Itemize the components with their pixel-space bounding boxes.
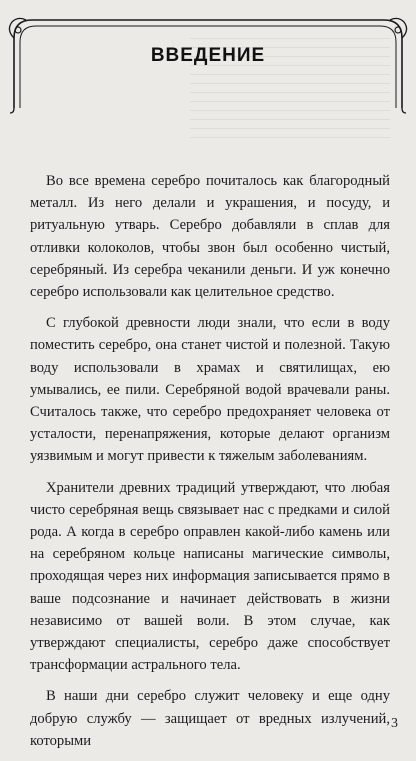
paragraph: Во все времена серебро почиталось как благородный металл. Из него делали и украшения, и посуду, и ритуальную утварь. Серебро добавляли в сплав для отливки колоколов, чтобы звон был особенно чистый, серебряный. Из серебра чеканили деньги. И уж конечно серебро использовали как целительное средство. [30,173,390,301]
paragraph: С глубокой древности люди знали, что если в воду поместить серебро, она станет чистой и полезной. Такую воду использовали в храмах и святилищах, ею умывались, ее пили. Серебряной водой врачевали раны. Считалось также, что серебро предохраняет человека от усталости, перенапряжения, которые делают организм уязвимым и могут привести к тяжелым заболеваниям. [30,315,390,465]
body-text [30,170,390,761]
page-number: 3 [391,716,398,731]
paragraph: Хранители древних традиций утверждают, что любая чисто серебряная вещь связывает нас с предками и силой рода. А когда в серебро оправлен какой-либо камень или на серебряном кольце написаны магические символы, проходящая через них информация записывается прямо в ваше подсознание и начинает действовать в жизни независимо от вашей воли. В этом случае, как утверждают специалисты, серебро даже способствует трансформации астрального тела. [30,479,390,674]
chapter-title: ВВЕДЕНИЕ [150,45,266,66]
paragraph: В наши дни серебро служит человеку и еще одну добрую службу — защищает от вредных излучений, которыми [30,688,390,749]
title-frame [4,12,412,114]
